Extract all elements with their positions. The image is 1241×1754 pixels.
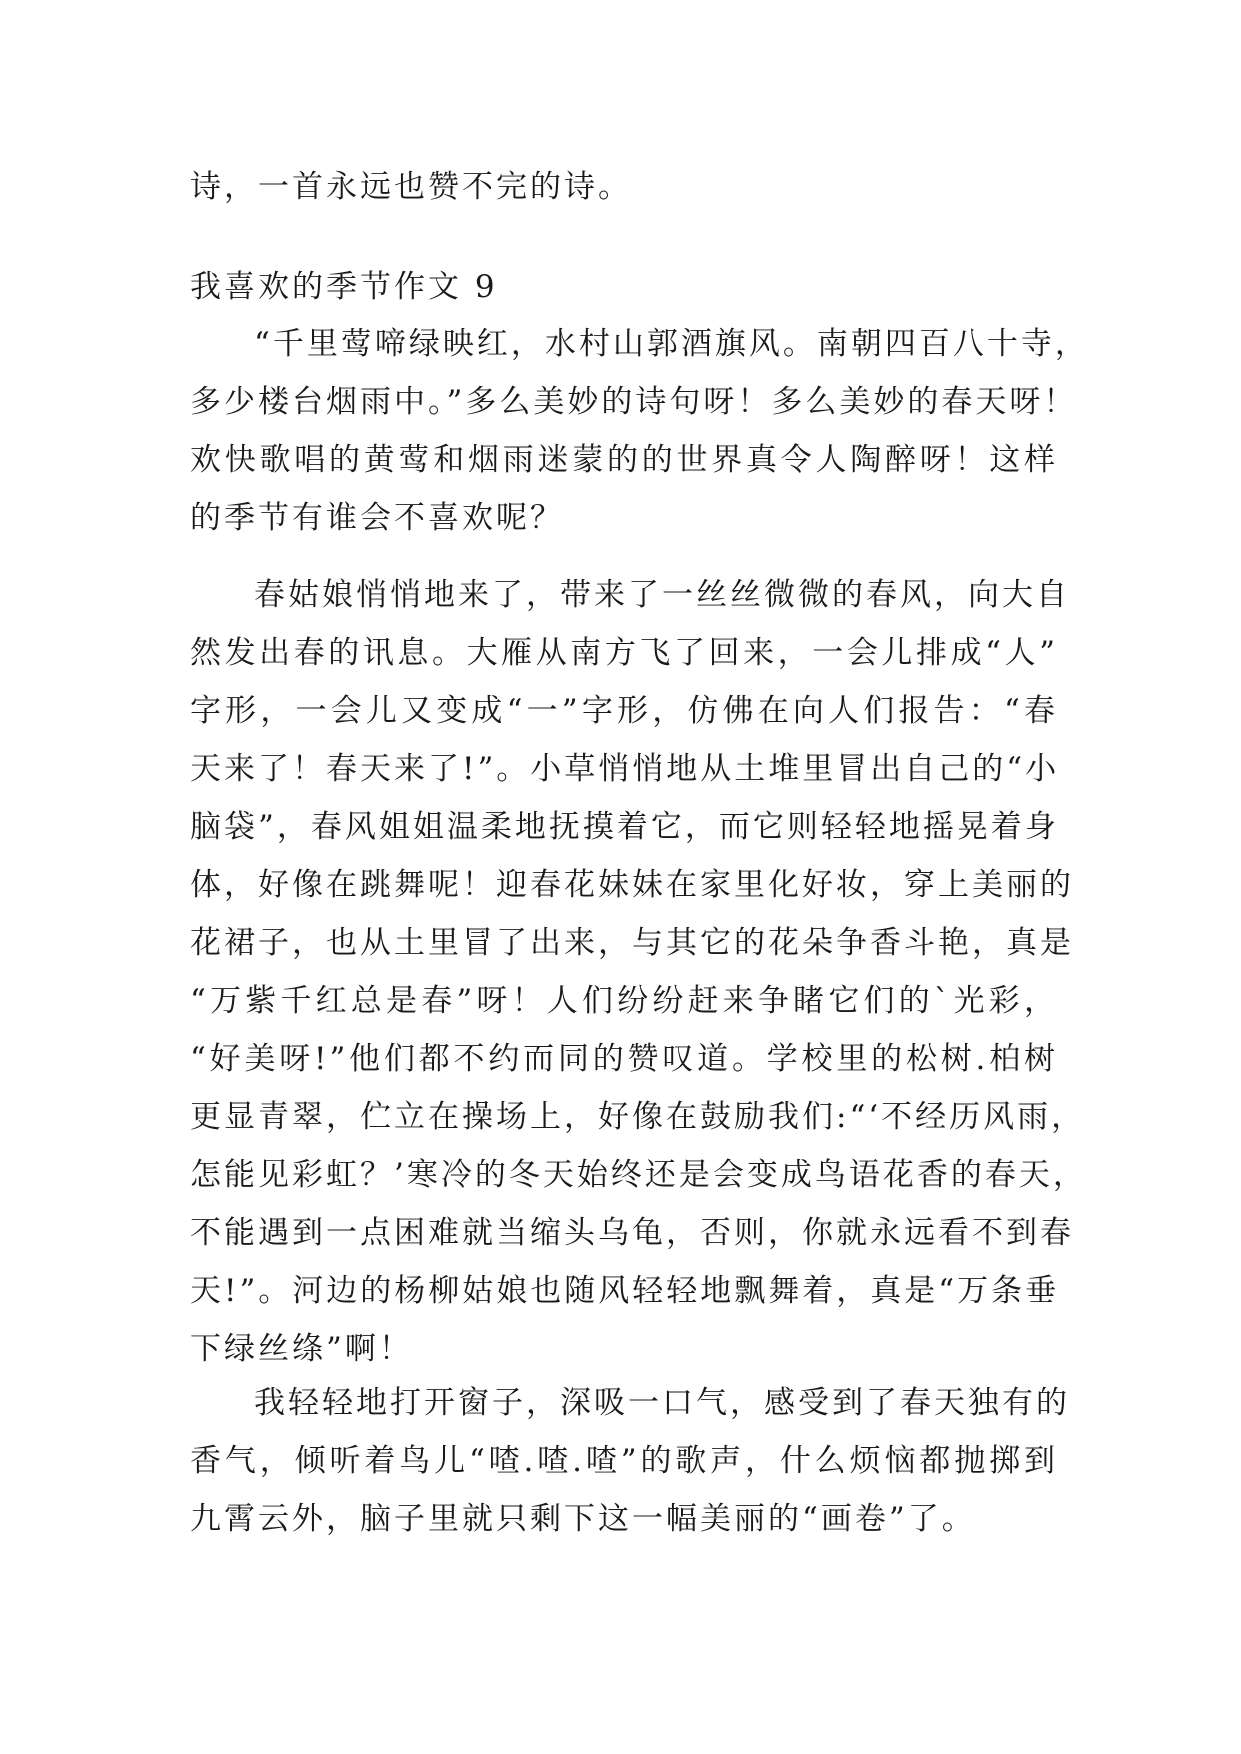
text-line: 春姑娘悄悄地来了，带来了一丝丝微微的春风，向大自: [254, 577, 1070, 613]
text-line: 九霄云外，脑子里就只剩下这一幅美丽的“画卷”了。: [190, 1501, 976, 1537]
text-line: 的季节有谁会不喜欢呢？: [190, 500, 564, 536]
text-line: 更显青翠，伫立在操场上，好像在鼓励我们:“‘不经历风雨，: [190, 1099, 1086, 1135]
paragraph-3: [190, 1374, 1070, 1548]
text-line: 下绿丝绦”啊！: [190, 1331, 413, 1367]
text-line: 花裙子，也从土里冒了出来，与其它的花朵争香斗艳，真是: [190, 925, 1074, 961]
text-line: 字形，一会儿又变成“一”字形，仿佛在向人们报告：“春: [190, 693, 1058, 729]
text-line: “好美呀!”他们都不约而同的赞叹道。学校里的松树.柏树: [190, 1041, 1058, 1077]
text-line: 多少楼台烟雨中。”多么美妙的诗句呀！多么美妙的春天呀！: [190, 384, 1078, 420]
text-line: 香气，倾听着鸟儿“喳.喳.喳”的歌声，什么烦恼都抛掷到: [190, 1443, 1058, 1479]
continued-paragraph: [190, 158, 1058, 216]
text-line: 欢快歌唱的黄莺和烟雨迷蒙的的世界真令人陶醉呀！这样: [190, 442, 1058, 478]
section-title: [190, 258, 1058, 316]
text-line: 天!”。河边的杨柳姑娘也随风轻轻地飘舞着，真是“万条垂: [190, 1273, 1060, 1309]
text-line: 诗，一首永远也赞不完的诗。: [190, 169, 632, 205]
text-line: 脑袋”，春风姐姐温柔地抚摸着它，而它则轻轻地摇晃着身: [190, 809, 1059, 845]
text-line: “千里莺啼绿映红，水村山郭酒旗风。南朝四百八十寺，: [254, 326, 1089, 362]
text-line: “万紫千红总是春”呀！人们纷纷赶来争睹它们的`光彩，: [190, 983, 1058, 1019]
text-line: 然发出春的讯息。大雁从南方飞了回来，一会儿排成“人”: [190, 635, 1058, 671]
text-line: 怎能见彩虹？’寒冷的冬天始终还是会变成鸟语花香的春天，: [190, 1157, 1087, 1193]
title-text: 我喜欢的季节作文 9: [190, 269, 498, 305]
text-line: 我轻轻地打开窗子，深吸一口气，感受到了春天独有的: [254, 1385, 1070, 1421]
text-line: 不能遇到一点困难就当缩头乌龟，否则，你就永远看不到春: [190, 1215, 1074, 1251]
text-line: 天来了！春天来了!”。小草悄悄地从土堆里冒出自己的“小: [190, 751, 1060, 787]
text-line: 体，好像在跳舞呢！迎春花妹妹在家里化好妆，穿上美丽的: [190, 867, 1074, 903]
paragraph-1: [190, 315, 1089, 547]
paragraph-2: [190, 566, 1087, 1378]
